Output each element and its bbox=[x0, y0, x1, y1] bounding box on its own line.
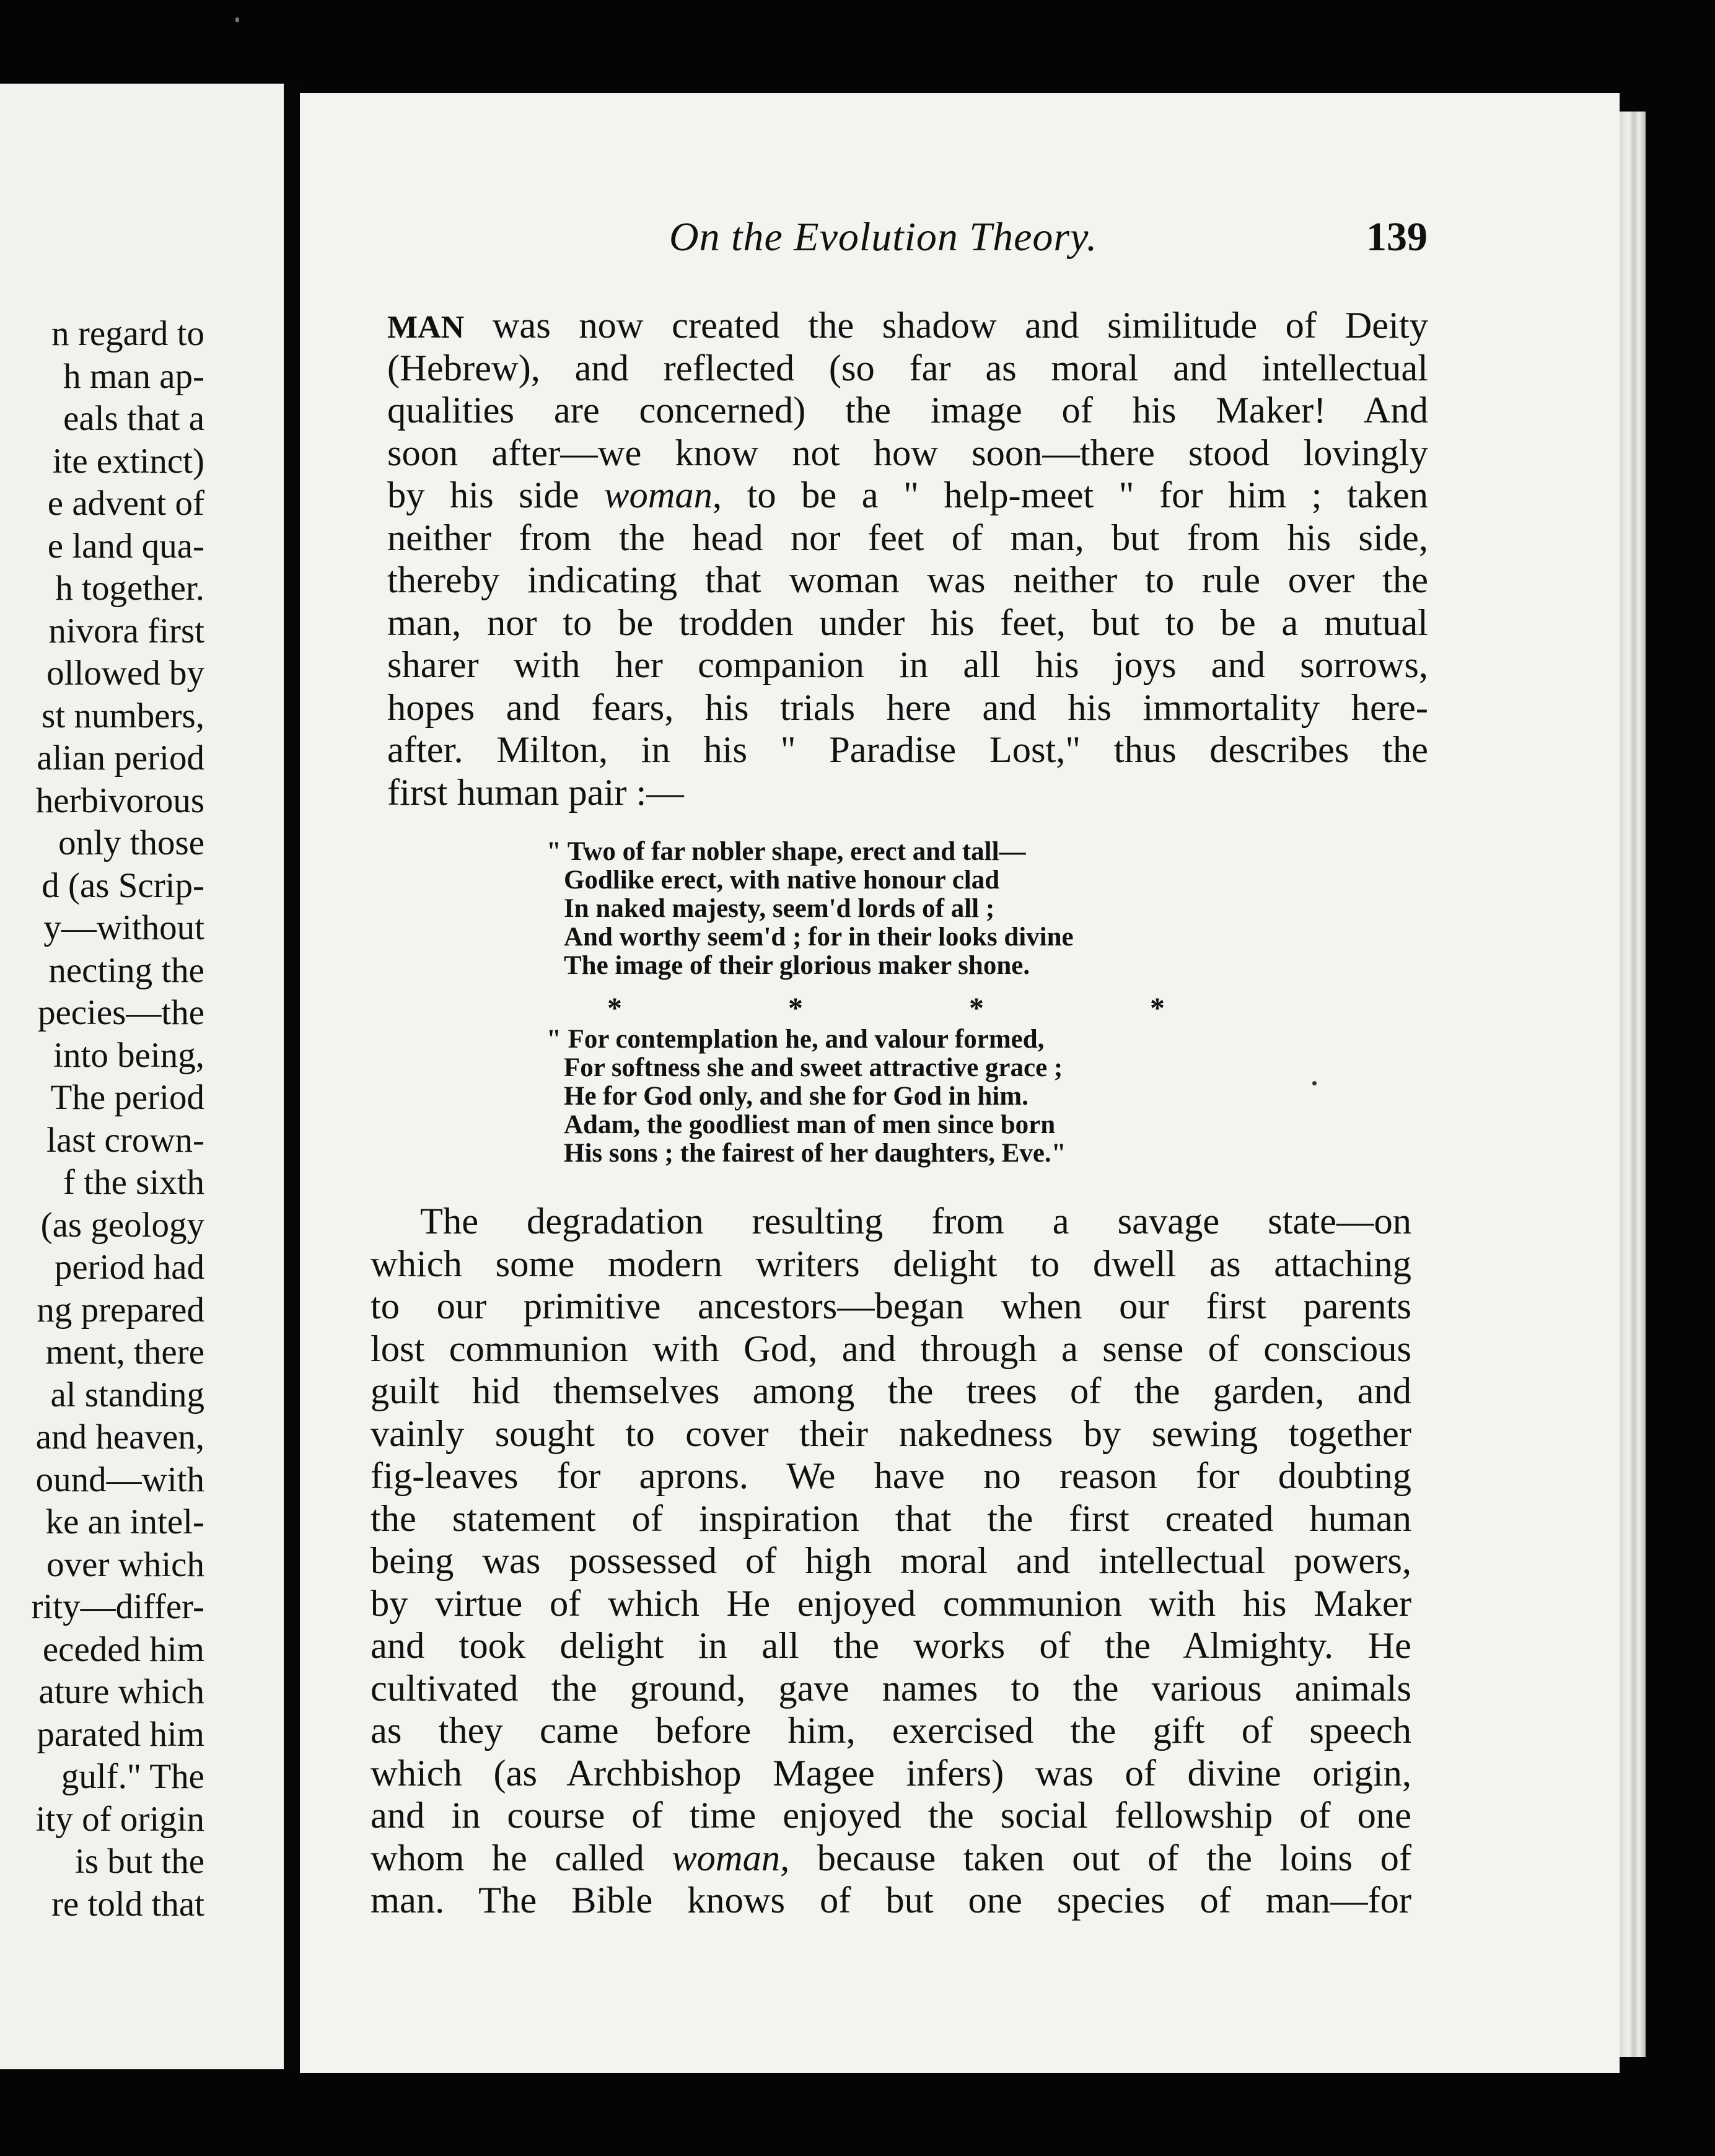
left-line: parated him bbox=[37, 1714, 204, 1754]
paragraph-line: and in course of time enjoyed the social fellowship of one bbox=[371, 1795, 1411, 1836]
left-line: alian period bbox=[37, 738, 204, 778]
left-line: f the sixth bbox=[63, 1163, 204, 1202]
line-text: whom he called bbox=[371, 1837, 672, 1879]
line-text: because taken out of the loins of bbox=[789, 1837, 1411, 1879]
paragraph-line: the statement of inspiration that the first created human bbox=[371, 1497, 1411, 1540]
left-line: (as geology bbox=[40, 1205, 204, 1245]
star-mark: * bbox=[969, 992, 984, 1025]
paragraph-line: cultivated the ground, gave names to the various animals bbox=[371, 1667, 1411, 1709]
line-text: , to be a " help-meet " for him ; taken bbox=[712, 475, 1429, 516]
left-line: al standing bbox=[50, 1375, 204, 1414]
italic-word: woman bbox=[604, 475, 713, 516]
book-gutter bbox=[284, 84, 300, 2069]
poem-line: Godlike erect, with native honour clad bbox=[564, 865, 1000, 895]
paragraph-line: The degradation resulting from a savage state—on bbox=[420, 1201, 1411, 1242]
poem-line: In naked majesty, seem'd lords of all ; bbox=[564, 894, 995, 923]
star-mark: * bbox=[607, 992, 622, 1025]
paragraph-line: after. Milton, in his " Paradise Lost," thus describes the bbox=[387, 729, 1428, 771]
left-line: herbivorous bbox=[35, 781, 204, 820]
poem-line: The image of their glorious maker shone. bbox=[564, 951, 1030, 980]
paragraph-line: qualities are concerned) the image of his Maker! And bbox=[387, 390, 1428, 431]
poem-stanza-1 bbox=[546, 837, 1074, 980]
left-line: ite extinct) bbox=[52, 441, 204, 481]
left-line: only those bbox=[58, 823, 204, 862]
left-page-text bbox=[31, 313, 204, 1926]
poem-line: And worthy seem'd ; for in their looks divine bbox=[564, 922, 1074, 952]
scan-dot bbox=[1312, 1081, 1317, 1085]
left-line: y—without bbox=[43, 908, 204, 947]
page-number: 139 bbox=[1366, 214, 1428, 260]
paragraph-2 bbox=[371, 1201, 1411, 1922]
line-text: was now created the shadow and similitude of Deity bbox=[464, 305, 1428, 346]
paragraph-line: and took delight in all the works of the Almighty. He bbox=[371, 1625, 1411, 1667]
line-text: by his side bbox=[387, 475, 605, 516]
left-line: h together. bbox=[55, 569, 204, 608]
lead-word: MAN bbox=[387, 310, 465, 345]
left-line: last crown- bbox=[46, 1120, 204, 1160]
scan-speck bbox=[235, 17, 239, 22]
star-mark: * bbox=[1150, 992, 1165, 1025]
paragraph-line bbox=[387, 305, 1428, 348]
left-line: and heaven, bbox=[35, 1418, 204, 1457]
left-line: d (as Scrip- bbox=[42, 865, 204, 905]
paragraph-line: man. The Bible knows of but one species of man—for bbox=[371, 1880, 1411, 1921]
left-line: pecies—the bbox=[37, 993, 204, 1032]
star-mark: * bbox=[788, 992, 803, 1025]
italic-word: woman, bbox=[672, 1837, 790, 1879]
paragraph-line: hopes and fears, his trials here and his immortality here- bbox=[387, 686, 1428, 729]
left-line: ment, there bbox=[45, 1333, 204, 1372]
left-line: ity of origin bbox=[35, 1799, 204, 1839]
left-line: necting the bbox=[48, 950, 204, 990]
paragraph-line: which (as Archbishop Magee infers) was of divine origin, bbox=[371, 1752, 1411, 1794]
poem-line: He for God only, and she for God in him. bbox=[564, 1082, 1029, 1111]
left-line: n regard to bbox=[51, 314, 204, 353]
left-line: gulf." The bbox=[61, 1757, 204, 1796]
section-stars bbox=[607, 991, 1165, 1025]
paragraph-line: by virtue of which He enjoyed communion with his Maker bbox=[371, 1582, 1411, 1624]
page-edge bbox=[1620, 112, 1646, 2057]
left-line: period had bbox=[54, 1248, 204, 1287]
left-line: re told that bbox=[51, 1884, 204, 1924]
poem-line: Adam, the goodliest man of men since born bbox=[564, 1110, 1056, 1139]
left-line: st numbers, bbox=[42, 696, 204, 735]
paragraph-line bbox=[371, 1838, 1411, 1880]
paragraph-line: man, nor to be trodden under his feet, but to be a mutual bbox=[387, 602, 1428, 644]
poem-line: For softness she and sweet attractive grace ; bbox=[564, 1053, 1063, 1082]
poem-stanza-2 bbox=[546, 1025, 1066, 1168]
paragraph-line: guilt hid themselves among the trees of the garden, and bbox=[371, 1370, 1411, 1412]
left-line: over which bbox=[46, 1545, 204, 1584]
paragraph-line: first human pair :— bbox=[387, 771, 684, 813]
poem-line: " For contemplation he, and valour formed, bbox=[546, 1025, 1045, 1054]
paragraph-line: fig-leaves for aprons. We have no reason for doubting bbox=[371, 1455, 1411, 1497]
left-line: into being, bbox=[53, 1035, 204, 1075]
paragraph-line: (Hebrew), and reflected (so far as moral and intellectual bbox=[387, 347, 1428, 389]
left-line: ature which bbox=[38, 1672, 204, 1711]
paragraph-line: to our primitive ancestors—began when our first parents bbox=[371, 1286, 1411, 1327]
paragraph-line: as they came before him, exercised the gift of speech bbox=[371, 1710, 1411, 1751]
left-line: is but the bbox=[75, 1842, 204, 1881]
paragraph-1 bbox=[387, 305, 1428, 814]
left-page bbox=[0, 84, 284, 2069]
left-line: nivora first bbox=[48, 611, 204, 651]
paragraph-line: soon after—we know not how soon—there stood lovingly bbox=[387, 432, 1428, 474]
left-line: ng prepared bbox=[37, 1290, 204, 1330]
paragraph-line: thereby indicating that woman was neither to rule over the bbox=[387, 559, 1428, 601]
running-head: On the Evolution Theory. bbox=[669, 214, 1098, 260]
paragraph-line: sharer with her companion in all his joys and sorrows, bbox=[387, 644, 1428, 686]
left-line: ound—with bbox=[35, 1460, 204, 1499]
poem-line: His sons ; the fairest of her daughters, Eve." bbox=[564, 1139, 1066, 1168]
left-line: e advent of bbox=[47, 484, 204, 523]
paragraph-line: neither from the head nor feet of man, but from his side, bbox=[387, 517, 1428, 559]
left-line: The period bbox=[50, 1078, 204, 1117]
paragraph-line: which some modern writers delight to dwell as attaching bbox=[371, 1243, 1411, 1285]
left-line: e land qua- bbox=[47, 526, 204, 566]
left-line: ollowed by bbox=[46, 654, 204, 693]
left-line: eceded him bbox=[42, 1629, 204, 1669]
left-line: h man ap- bbox=[63, 356, 204, 396]
paragraph-line: vainly sought to cover their nakedness by sewing together bbox=[371, 1413, 1411, 1455]
left-line: eals that a bbox=[63, 399, 204, 438]
left-line: rity—differ- bbox=[31, 1587, 204, 1626]
poem-line: " Two of far nobler shape, erect and tall— bbox=[546, 837, 1026, 866]
left-line: ke an intel- bbox=[45, 1502, 204, 1541]
paragraph-line bbox=[387, 475, 1428, 517]
paragraph-line: lost communion with God, and through a sense of conscious bbox=[371, 1328, 1411, 1370]
paragraph-line: being was possessed of high moral and intellectual powers, bbox=[371, 1540, 1411, 1582]
